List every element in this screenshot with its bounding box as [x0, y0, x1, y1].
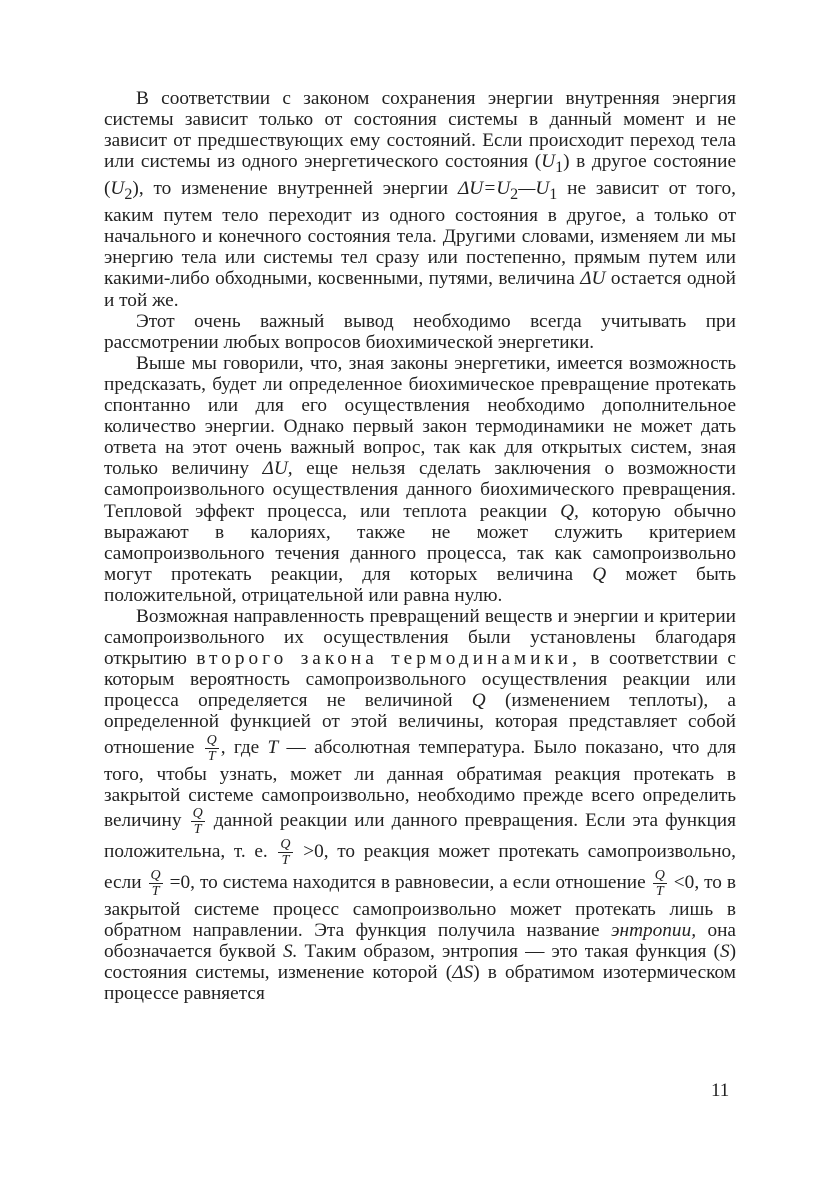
text-run: , где [220, 736, 268, 758]
spaced-emphasis: второго закона термодинамики, [196, 648, 581, 670]
comparison: =0, [164, 871, 195, 893]
text-run: Таким образом, энтропия — это такая функция ( [297, 940, 720, 962]
text-run: ), то изменение внутренней энергии [132, 178, 458, 200]
subscript: 1 [549, 186, 558, 204]
subscript: 2 [510, 186, 519, 204]
math-var: ΔU, [262, 458, 293, 480]
math-var: ΔS [452, 962, 474, 983]
text-run: — абсолютная температура. Было показано, что для того, чтобы узнать, может ли данная обратимая реакция протекать в закрытой системе самопроизвольно, необходимо прежде всего определить величину [104, 736, 736, 831]
paragraph-first-law [104, 353, 736, 606]
math-var: Q, [560, 500, 579, 522]
subscript: 1 [555, 159, 564, 177]
text-run: ) в другое состояние ( [104, 151, 737, 200]
page-text [104, 88, 736, 1004]
math-var: Q [471, 690, 486, 712]
page-number: 11 [711, 1080, 730, 1101]
math-var: S [719, 940, 730, 962]
math-var: U [541, 151, 556, 173]
text-run: не зависит от того, каким путем тело переходит из одного состояния в другое, а только от начального и конечного состояния тела. Другими словами, изменяем ли мы энергию тела или системы тел сразу или постепенно, прямым путем или какими-либо обходными, косвенными, путями, величина [104, 178, 736, 290]
math-var: U [110, 178, 125, 200]
text-run: Возможная направленность превращений веществ и энергии и критерии самопроизвольного их осуществления были установлены благодаря открытию [104, 605, 736, 670]
comparison: <0, [668, 871, 700, 893]
paragraph-internal-energy [104, 88, 736, 311]
math-var: S. [282, 940, 298, 962]
fraction-q-over-t: $\frac{Q}{T}$ [206, 732, 217, 764]
text-run: ) состояния системы, изменение которой ( [104, 940, 737, 983]
math-expr: —U [518, 178, 550, 200]
fraction-q-over-t: $\frac{Q}{T}$ [192, 805, 203, 837]
text-run: остается одной и той же. [104, 268, 737, 311]
math-var: Q [592, 563, 607, 585]
math-var: T [267, 736, 279, 758]
text-run: еще нельзя сделать заключения о возможности самопроизвольного осуществления данного биохимического превращения. Тепловой эффект процесса, или теплота реакции [104, 458, 737, 522]
text-run: Выше мы говорили, что, зная законы энергетики, имеется возможность предсказать, будет ли определенное биохимическое превращение протекать спонтанно или для его осуществления необходимо дополнительное количество энергии. Однако первый закон термодинамики не может дать ответа на этот очень важный вопрос, так как для открытых систем, зная только величину [104, 352, 736, 480]
text-run: которую обычно выражают в калориях, также не может служить критерием самопроизвольного течения данного процесса, так как самопроизвольно могут протекать реакции, для которых величина [104, 500, 736, 585]
text-run: ) в обратимом изотермическом процессе равняется [104, 962, 736, 1005]
paragraph-conclusion: Этот очень важный вывод необходимо всегда учитывать при рассмотрении любых вопросов биохимической энергетики. [104, 310, 736, 353]
text-run: (изменением теплоты), а определенной функцией от этой величины, которая представляет собой отношение [104, 690, 736, 758]
text-run: то в закрытой системе процесс самопроизвольно может протекать лишь в обратном направлении. Эта функция получила название [104, 871, 737, 941]
text-run: В соответствии с законом сохранения энергии внутренняя энергия системы зависит только от состояния системы в данный момент и не зависит от предшествующих ему состояний. Если происходит переход тела или системы из одного энергетического состояния ( [104, 88, 736, 173]
fraction-q-over-t: $\frac{Q}{T}$ [280, 836, 291, 868]
fraction-q-over-t: $\frac{Q}{T}$ [150, 867, 161, 899]
subscript: 2 [124, 186, 133, 204]
paragraph-second-law [104, 606, 736, 1004]
math-expr: ΔU=U [457, 178, 511, 200]
text-run: то реакция может протекать самопроизвольно, если [104, 840, 736, 893]
text-run: в соответствии с которым вероятность самопроизвольного осуществления реакции или процесса определяется не величиной [104, 648, 736, 712]
text-run: может быть положительной, отрицательной или равна нулю. [104, 563, 736, 606]
text-run: она обозначается буквой [104, 919, 736, 962]
fraction-q-over-t: $\frac{Q}{T}$ [654, 867, 665, 899]
text-run: данной реакции или данного превращения. Если эта функция положительна, т. е. [104, 809, 736, 862]
math-var: ΔU [580, 268, 606, 290]
emphasis-term: энтропии, [611, 919, 697, 941]
comparison: >0, [294, 840, 329, 862]
text-run: то система находится в равновесии, а если отношение [194, 871, 651, 893]
